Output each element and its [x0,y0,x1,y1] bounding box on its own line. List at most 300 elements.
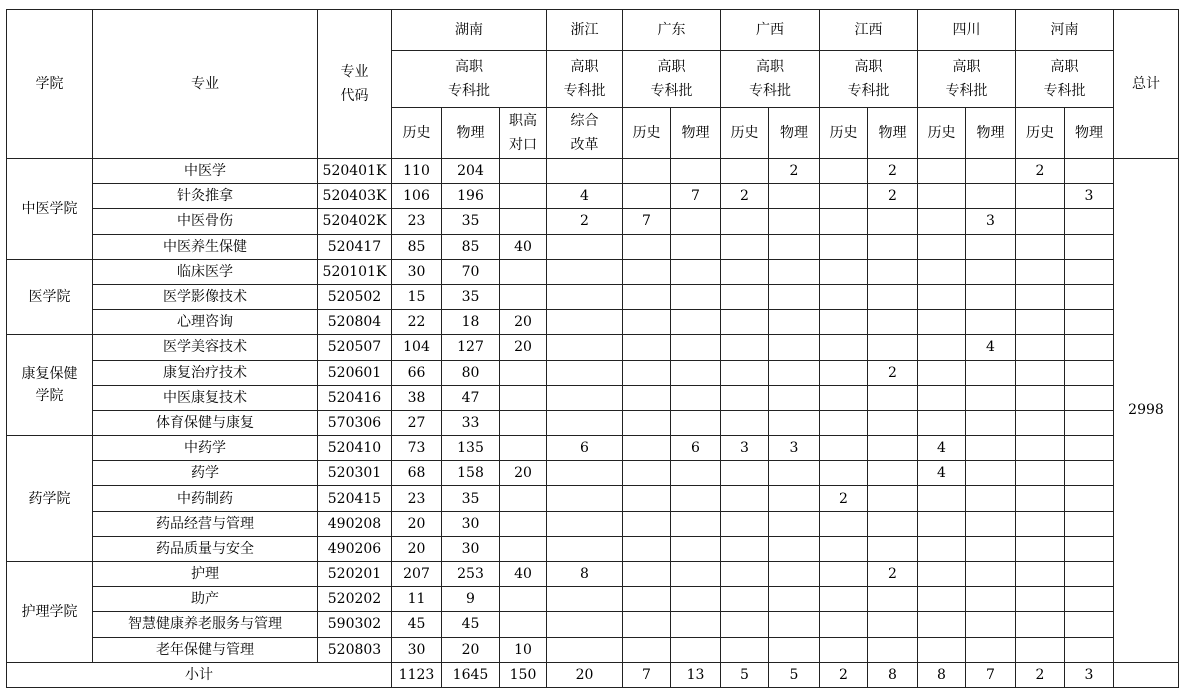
quota-cell [547,637,623,662]
major-code-cell: 520804 [318,310,392,335]
header-sichuan-history: 历史 [918,108,966,159]
quota-cell [623,637,671,662]
table-row [7,587,1179,612]
header-batch-henan: 高职 专科批 [1016,51,1114,108]
quota-cell: 4 [918,436,966,461]
subtotal-cell: 8 [918,662,966,687]
table-body [7,159,1179,688]
quota-cell: 68 [392,461,442,486]
quota-cell: 3 [1065,184,1114,209]
quota-cell [1016,410,1065,435]
quota-cell [547,410,623,435]
quota-cell: 18 [442,310,500,335]
quota-cell [769,360,820,385]
quota-cell [820,436,868,461]
quota-cell: 204 [442,159,500,184]
quota-cell [1016,259,1065,284]
quota-cell: 35 [442,486,500,511]
quota-cell [966,461,1016,486]
quota-cell [547,461,623,486]
header-hunan-vocational: 职高 对口 [500,108,547,159]
subtotal-label: 小计 [7,662,392,687]
quota-cell [868,284,918,309]
quota-cell [868,612,918,637]
quota-cell: 45 [442,612,500,637]
major-code-cell: 590302 [318,612,392,637]
major-name-cell: 医学影像技术 [93,284,318,309]
quota-cell [547,486,623,511]
quota-cell: 4 [547,184,623,209]
quota-cell [769,511,820,536]
major-name-cell: 中医康复技术 [93,385,318,410]
quota-cell: 7 [623,209,671,234]
quota-cell [500,209,547,234]
quota-cell [1016,209,1065,234]
quota-cell [1065,536,1114,561]
quota-cell [769,637,820,662]
quota-cell: 158 [442,461,500,486]
quota-cell [868,536,918,561]
subtotal-cell: 7 [966,662,1016,687]
quota-cell [820,209,868,234]
quota-cell [820,159,868,184]
quota-cell [1016,511,1065,536]
quota-cell: 15 [392,284,442,309]
quota-cell [1016,486,1065,511]
quota-cell [868,511,918,536]
major-code-cell: 520401K [318,159,392,184]
quota-cell [966,385,1016,410]
quota-cell [671,209,721,234]
subtotal-empty-cell [1114,662,1179,687]
quota-cell [1065,209,1114,234]
quota-cell: 35 [442,284,500,309]
major-code-cell: 520402K [318,209,392,234]
header-hunan-history: 历史 [392,108,442,159]
major-code-cell: 520101K [318,259,392,284]
table-row [7,184,1179,209]
quota-cell: 8 [547,562,623,587]
quota-cell: 20 [392,536,442,561]
quota-cell [868,234,918,259]
quota-cell [721,637,769,662]
quota-cell [918,184,966,209]
quota-cell [1016,360,1065,385]
quota-cell [868,209,918,234]
quota-cell: 2 [721,184,769,209]
quota-cell [721,587,769,612]
major-name-cell: 助产 [93,587,318,612]
quota-cell: 33 [442,410,500,435]
header-jiangxi-history: 历史 [820,108,868,159]
quota-cell [966,562,1016,587]
quota-cell [918,310,966,335]
quota-cell [868,461,918,486]
quota-cell: 135 [442,436,500,461]
major-code-cell: 520403K [318,184,392,209]
quota-cell [918,486,966,511]
header-province-hunan: 湖南 [392,10,547,51]
table-row [7,385,1179,410]
quota-cell: 253 [442,562,500,587]
quota-cell [623,461,671,486]
quota-cell [721,612,769,637]
quota-cell [1065,234,1114,259]
table-row [7,637,1179,662]
quota-cell [623,259,671,284]
quota-cell [769,209,820,234]
quota-cell: 23 [392,209,442,234]
quota-cell [671,259,721,284]
major-code-cell: 520202 [318,587,392,612]
quota-cell [1065,385,1114,410]
table-row [7,511,1179,536]
quota-cell [721,310,769,335]
quota-cell [547,511,623,536]
major-code-cell: 520417 [318,234,392,259]
quota-cell [769,310,820,335]
grand-total-cell: 2998 [1114,159,1179,663]
quota-cell: 10 [500,637,547,662]
quota-cell: 47 [442,385,500,410]
quota-cell: 2 [868,562,918,587]
quota-cell [918,360,966,385]
quota-cell [820,335,868,360]
header-college: 学院 [7,10,93,159]
header-guangdong-physics: 物理 [671,108,721,159]
quota-cell [623,159,671,184]
quota-cell [1065,410,1114,435]
header-sichuan-physics: 物理 [966,108,1016,159]
quota-cell [966,486,1016,511]
quota-cell [721,209,769,234]
quota-cell: 40 [500,562,547,587]
quota-cell [868,637,918,662]
quota-cell [500,159,547,184]
quota-cell [820,511,868,536]
quota-cell [1016,335,1065,360]
major-name-cell: 体育保健与康复 [93,410,318,435]
quota-cell [671,536,721,561]
major-code-cell: 520601 [318,360,392,385]
quota-cell [500,486,547,511]
quota-cell [547,284,623,309]
quota-cell [966,436,1016,461]
header-guangxi-history: 历史 [721,108,769,159]
quota-cell [1016,234,1065,259]
quota-cell [1065,486,1114,511]
quota-cell [671,335,721,360]
header-total: 总计 [1114,10,1179,159]
quota-cell: 35 [442,209,500,234]
quota-cell [966,410,1016,435]
quota-cell: 30 [392,259,442,284]
quota-cell: 30 [442,511,500,536]
quota-cell: 6 [671,436,721,461]
quota-cell: 2 [868,184,918,209]
quota-cell [820,587,868,612]
quota-cell [1016,562,1065,587]
quota-cell [820,184,868,209]
major-name-cell: 智慧健康养老服务与管理 [93,612,318,637]
major-name-cell: 心理咨询 [93,310,318,335]
quota-cell [820,385,868,410]
table-row [7,436,1179,461]
major-code-cell: 490206 [318,536,392,561]
quota-cell [868,486,918,511]
quota-cell [1065,511,1114,536]
header-province-henan: 河南 [1016,10,1114,51]
table-row [7,612,1179,637]
major-name-cell: 护理 [93,562,318,587]
quota-cell [623,410,671,435]
quota-cell [1065,436,1114,461]
enrollment-plan-table [6,9,1179,688]
quota-cell [868,385,918,410]
major-code-cell: 520507 [318,335,392,360]
quota-cell [547,259,623,284]
quota-cell [623,587,671,612]
college-name-cell: 药学院 [7,436,93,562]
table-row [7,335,1179,360]
quota-cell [966,637,1016,662]
quota-cell [671,284,721,309]
quota-cell: 70 [442,259,500,284]
major-code-cell: 520502 [318,284,392,309]
quota-cell [868,436,918,461]
major-name-cell: 康复治疗技术 [93,360,318,385]
quota-cell: 2 [868,159,918,184]
quota-cell [918,536,966,561]
quota-cell [1016,184,1065,209]
quota-cell [671,385,721,410]
major-code-cell: 570306 [318,410,392,435]
quota-cell [500,536,547,561]
table-row [7,234,1179,259]
quota-cell: 85 [392,234,442,259]
quota-cell [918,587,966,612]
table-row [7,284,1179,309]
subtotal-row [7,662,1179,687]
quota-cell [868,310,918,335]
quota-cell [966,310,1016,335]
subtotal-cell: 150 [500,662,547,687]
quota-cell [623,310,671,335]
quota-cell [1065,461,1114,486]
quota-cell [500,587,547,612]
quota-cell: 3 [769,436,820,461]
table-row [7,536,1179,561]
quota-cell: 30 [442,536,500,561]
quota-cell [671,360,721,385]
quota-cell [500,284,547,309]
quota-cell: 20 [500,335,547,360]
college-name-cell: 护理学院 [7,562,93,663]
quota-cell: 27 [392,410,442,435]
quota-cell [721,511,769,536]
major-name-cell: 中医养生保健 [93,234,318,259]
quota-cell [500,184,547,209]
quota-cell: 196 [442,184,500,209]
quota-cell [547,385,623,410]
quota-cell [721,461,769,486]
subtotal-cell: 5 [721,662,769,687]
quota-cell [918,410,966,435]
header-batch-hunan: 高职 专科批 [392,51,547,108]
quota-cell [671,461,721,486]
quota-cell [966,511,1016,536]
quota-cell: 30 [392,637,442,662]
quota-cell [721,284,769,309]
major-name-cell: 药学 [93,461,318,486]
quota-cell [500,436,547,461]
header-jiangxi-physics: 物理 [868,108,918,159]
quota-cell [1016,637,1065,662]
quota-cell [769,486,820,511]
header-zhejiang-comprehensive: 综合 改革 [547,108,623,159]
quota-cell [500,259,547,284]
quota-cell [623,184,671,209]
quota-cell [769,562,820,587]
quota-cell [1016,284,1065,309]
quota-cell [623,360,671,385]
quota-cell [868,259,918,284]
college-name-cell: 康复保健 学院 [7,335,93,436]
quota-cell: 207 [392,562,442,587]
quota-cell [671,486,721,511]
quota-cell [623,536,671,561]
major-code-cell: 520201 [318,562,392,587]
quota-cell: 2 [868,360,918,385]
quota-cell [547,234,623,259]
subtotal-cell: 13 [671,662,721,687]
subtotal-cell: 8 [868,662,918,687]
quota-cell: 110 [392,159,442,184]
quota-cell: 4 [918,461,966,486]
quota-cell [1016,587,1065,612]
quota-cell [721,385,769,410]
subtotal-cell: 7 [623,662,671,687]
quota-cell: 20 [500,310,547,335]
quota-cell: 11 [392,587,442,612]
quota-cell [769,284,820,309]
quota-cell [868,587,918,612]
quota-cell [623,612,671,637]
major-name-cell: 中药学 [93,436,318,461]
quota-cell: 2 [1016,159,1065,184]
quota-cell [918,612,966,637]
quota-cell [918,511,966,536]
major-name-cell: 药品经营与管理 [93,511,318,536]
quota-cell [547,612,623,637]
quota-cell [721,159,769,184]
quota-cell: 20 [500,461,547,486]
quota-cell [820,259,868,284]
subtotal-cell: 1123 [392,662,442,687]
major-code-cell: 490208 [318,511,392,536]
quota-cell [623,385,671,410]
quota-cell [769,461,820,486]
table-row [7,562,1179,587]
quota-cell [721,259,769,284]
quota-cell [500,612,547,637]
major-name-cell: 医学美容技术 [93,335,318,360]
quota-cell [820,612,868,637]
header-henan-physics: 物理 [1065,108,1114,159]
quota-cell [966,234,1016,259]
major-name-cell: 药品质量与安全 [93,536,318,561]
quota-cell [623,284,671,309]
quota-cell [1065,335,1114,360]
quota-cell [966,587,1016,612]
header-province-zhejiang: 浙江 [547,10,623,51]
table-row [7,486,1179,511]
header-major: 专业 [93,10,318,159]
quota-cell [820,461,868,486]
quota-cell: 104 [392,335,442,360]
quota-cell [721,410,769,435]
quota-cell: 2 [769,159,820,184]
quota-cell [721,360,769,385]
table-row [7,410,1179,435]
quota-cell [1016,612,1065,637]
quota-cell [966,612,1016,637]
quota-cell [623,335,671,360]
header-province-guangxi: 广西 [721,10,820,51]
subtotal-cell: 5 [769,662,820,687]
quota-cell [769,234,820,259]
quota-cell: 2 [820,486,868,511]
quota-cell [1065,637,1114,662]
quota-cell [1016,385,1065,410]
quota-cell [1065,360,1114,385]
quota-cell [671,637,721,662]
quota-cell [769,385,820,410]
quota-cell [1016,436,1065,461]
quota-cell: 20 [392,511,442,536]
header-batch-guangxi: 高职 专科批 [721,51,820,108]
quota-cell: 40 [500,234,547,259]
quota-cell: 38 [392,385,442,410]
major-name-cell: 中医骨伤 [93,209,318,234]
quota-cell [547,310,623,335]
quota-cell [769,587,820,612]
quota-cell [623,436,671,461]
table-row [7,159,1179,184]
quota-cell: 80 [442,360,500,385]
quota-cell [547,587,623,612]
quota-cell [769,536,820,561]
quota-cell [547,335,623,360]
quota-cell [721,486,769,511]
quota-cell [1065,284,1114,309]
major-name-cell: 针灸推拿 [93,184,318,209]
major-code-cell: 520301 [318,461,392,486]
quota-cell [918,259,966,284]
header-province-sichuan: 四川 [918,10,1016,51]
quota-cell [769,335,820,360]
quota-cell [671,587,721,612]
major-name-cell: 老年保健与管理 [93,637,318,662]
quota-cell: 73 [392,436,442,461]
subtotal-cell: 3 [1065,662,1114,687]
enrollment-table-container [6,9,1179,688]
quota-cell: 4 [966,335,1016,360]
quota-cell: 127 [442,335,500,360]
header-batch-zhejiang: 高职 专科批 [547,51,623,108]
quota-cell [918,209,966,234]
quota-cell [769,410,820,435]
